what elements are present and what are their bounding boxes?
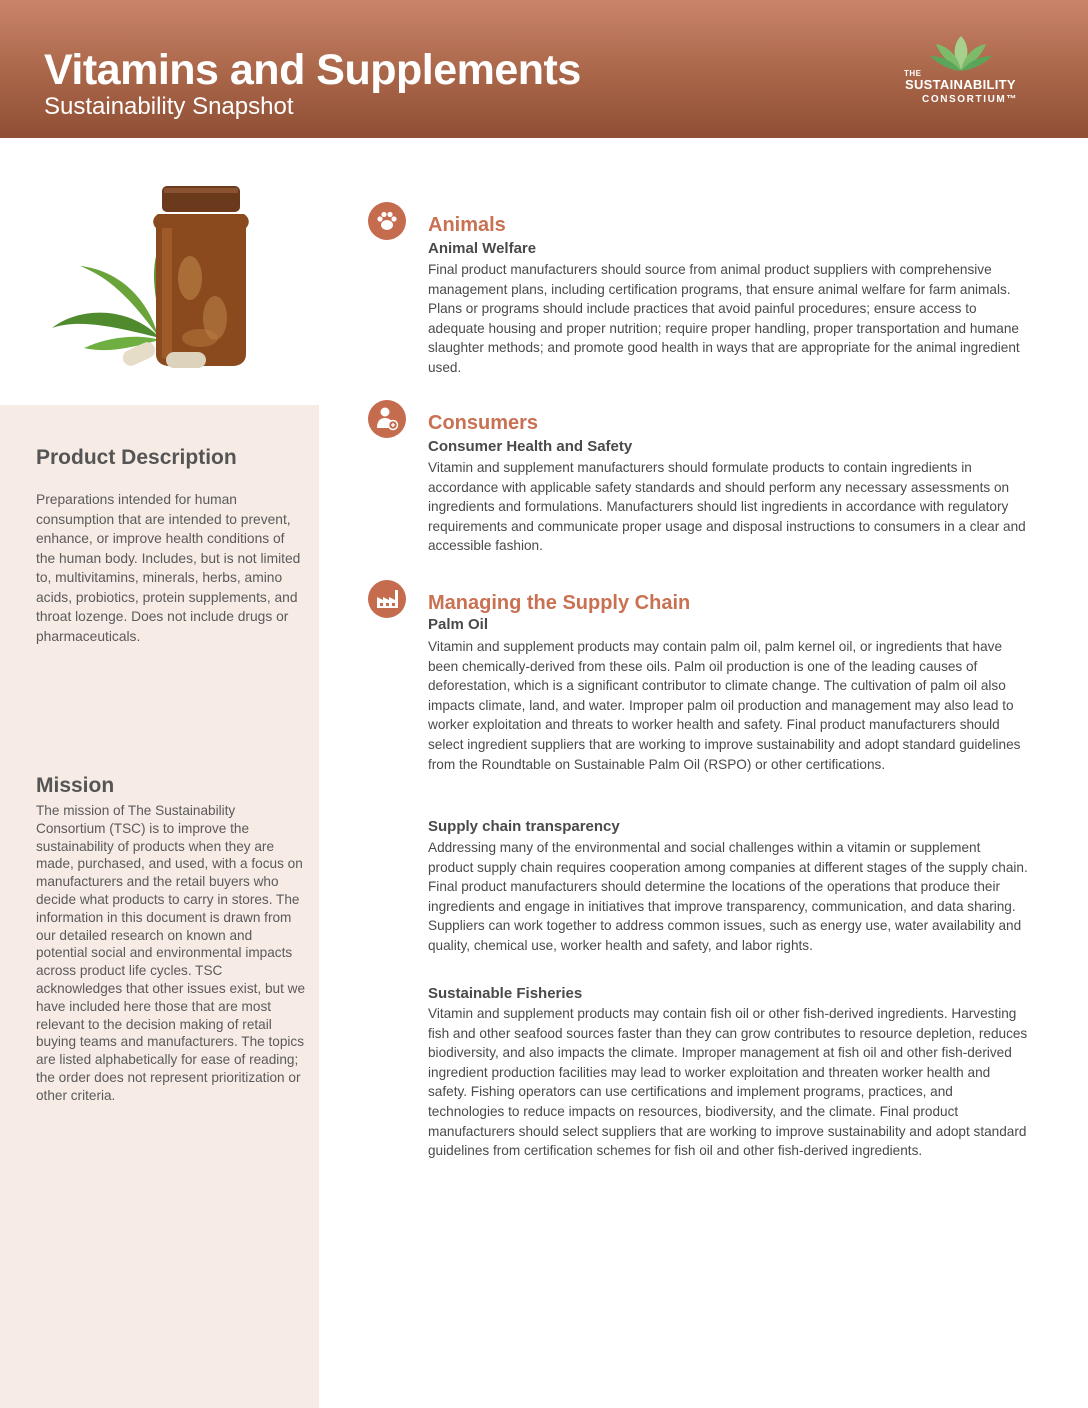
supplement-bottle-image <box>40 178 270 378</box>
logo-sustainability-text: SUSTAINABILITY <box>905 77 1016 92</box>
subsection-title-palm-oil: Palm Oil <box>428 616 489 633</box>
subsection-title-consumer-health: Consumer Health and Safety <box>428 438 633 455</box>
subsection-title-supply-transparency: Supply chain transparency <box>428 818 620 835</box>
subsection-title-sustainable-fisheries: Sustainable Fisheries <box>428 985 583 1002</box>
logo-consortium-text: CONSORTIUM™ <box>922 94 1018 105</box>
section-title-animals: Animals <box>428 214 506 236</box>
consumer-icon <box>368 400 406 438</box>
palm-oil-text: Vitamin and supplement products may contain palm oil, palm kernel oil, or ingredients that have been chemically-derived from these oils. Palm oil production is one of the leading causes of deforestation, which is a significant contributor to climate change. The cultivation of palm oil also impacts climate, land, and water. Improper palm oil production and management may also lead to worker exploitation and threats to worker health and safety. Final product manufacturers should select ingredient suppliers that are working to improve sustainability and adopt standard guidelines from the Roundtable on Sustainable Palm Oil (RSPO) or other certifications. <box>428 639 1021 772</box>
animal-welfare-text: Final product manufacturers should source from animal product suppliers with comprehensive management plans, including certification programs, that ensure animal welfare for farm animals. Plans or programs should include practices that avoid painful procedures; ensure access to adequate housing and proper nutrition; require proper handling, proper transportation and humane slaughter methods; and promote good health in ways that are appropriate for the animal ingredient used. <box>428 262 1020 375</box>
page-header <box>0 0 1088 138</box>
tsc-logo <box>898 34 1028 108</box>
page-title: Vitamins and Supplements <box>44 46 581 94</box>
lotus-logo-icon <box>926 34 996 74</box>
product-description-heading: Product Description <box>36 446 237 469</box>
supply-transparency-text: Addressing many of the environmental and social challenges within a vitamin or supplement product supply chain requires cooperation among companies at different stages of the supply chain. Final product manufacturers should determine the locations of the operations that produce their ingredients and engage in initiatives that improve transparency, communication, and data sharing. Suppliers can work together to address common issues, such as energy use, water availability and quality, chemical use, worker health and safety, and labor rights. <box>428 840 1028 953</box>
subsection-title-animal-welfare: Animal Welfare <box>428 240 537 257</box>
section-title-supply-chain: Managing the Supply Chain <box>428 592 691 614</box>
product-description-text: Preparations intended for human consumption that are intended to prevent, enhance, or improve health conditions of the human body. Includes, but is not limited to, multivitamins, minerals, herbs, amino acids, probiotics, protein supplements, and throat lozenge. Does not include drugs or pharmaceuticals. <box>36 492 301 644</box>
mission-heading: Mission <box>36 774 115 797</box>
logo-the-text: THE <box>904 69 922 78</box>
page-subtitle: Sustainability Snapshot <box>44 93 294 120</box>
consumer-health-text: Vitamin and supplement manufacturers should formulate products to contain ingredients in accordance with applicable safety standards and should perform any necessary assessments on ingredients and formulations. Manufacturers should list ingredients in accordance with regulatory requirements and communicate proper usage and disposal instructions to consumers in a clear and accessible fashion. <box>428 460 1026 554</box>
sustainable-fisheries-text: Vitamin and supplement products may contain fish oil or other fish-derived ingredients. Harvesting fish and other seafood sources faster than they can grow contributes to resource depletion, reduces biodiversity, and also impacts the climate. Improper management at fish oil and other fish-derived ingredient production facilities may lead to worker exploitation and threaten worker health and safety. Fishing operators can use certifications and implement programs, practices, and technologies to reduce impacts on resources, biodiversity, and the climate. Final product manufacturers should select suppliers that are working to improve sustainability and adopt standard guidelines from certification schemes for fish oil and other fish-derived ingredients. <box>428 1006 1028 1159</box>
paw-icon <box>368 202 406 240</box>
mission-text: The mission of The Sustainability Consortium (TSC) is to improve the sustainability of products when they are made, purchased, and used, with a focus on manufacturers and the retail buyers who decide what products to carry in stores. The information in this document is drawn from our detailed research on known and potential social and environmental impacts across product life cycles. TSC acknowledges that other issues exist, but we have included here those that are most relevant to the decision making of retail buying teams and manufacturers. The topics are listed alphabetically for ease of reading; the order does not represent prioritization or other criteria. <box>36 803 306 1103</box>
factory-icon <box>368 580 406 618</box>
section-title-consumers: Consumers <box>428 412 539 434</box>
